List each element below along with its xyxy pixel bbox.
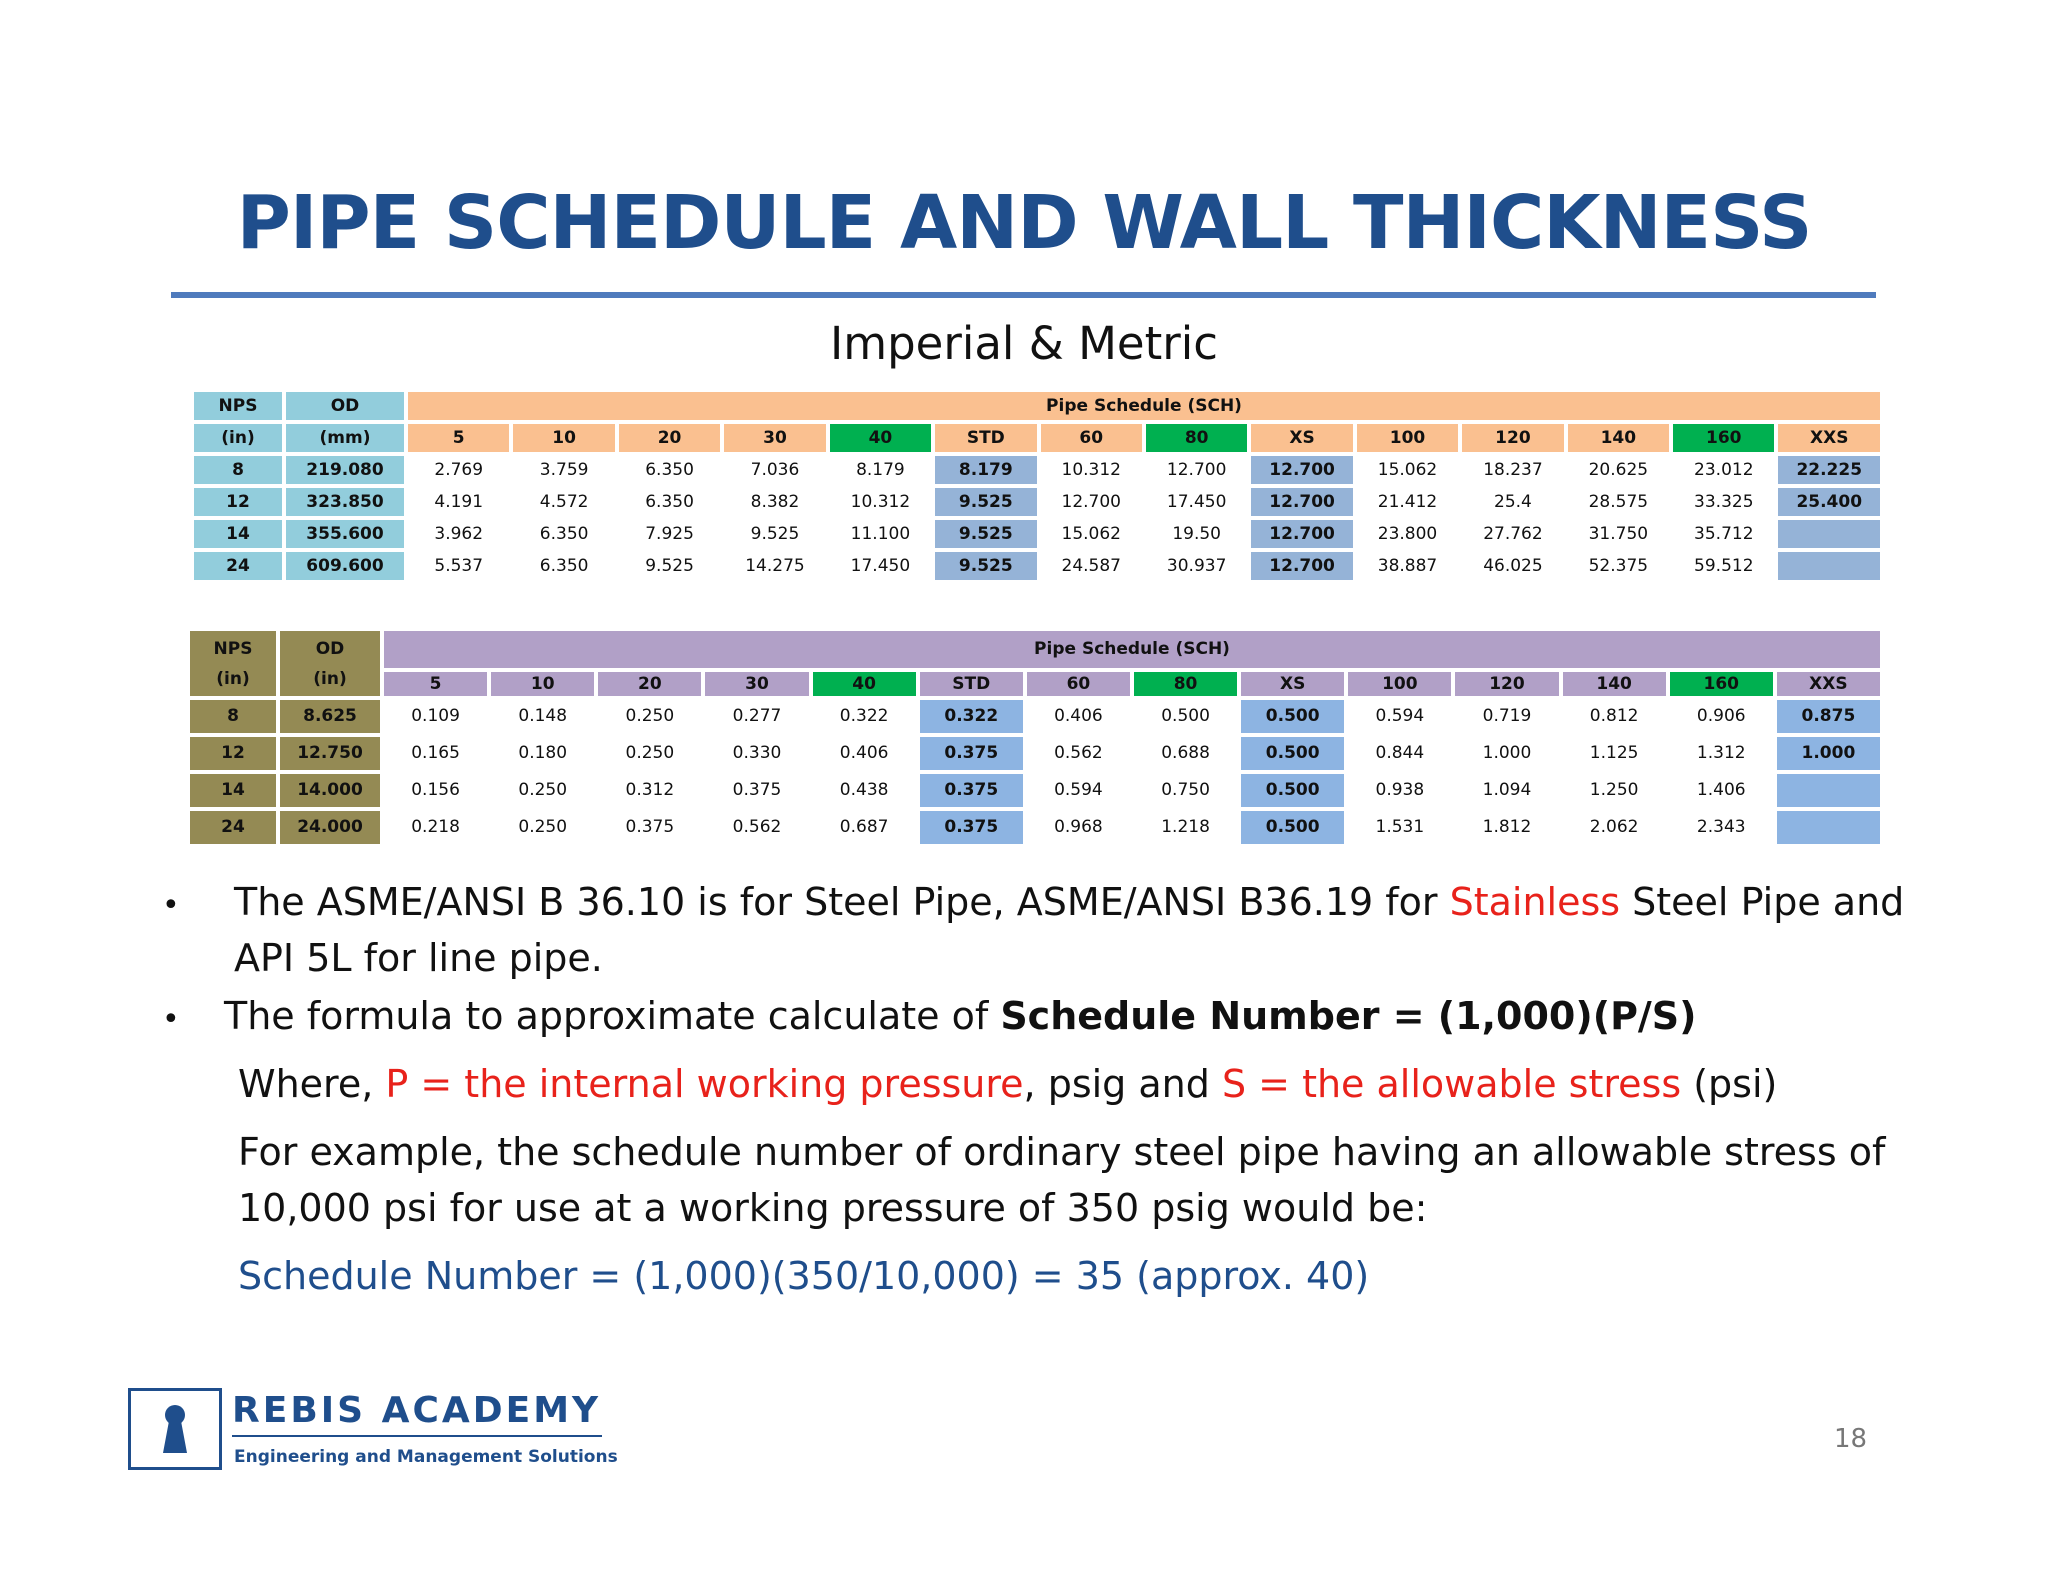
thickness-cell: 0.500 [1161,706,1210,726]
thickness-cell: 17.450 [850,556,911,576]
thickness-cell: 0.406 [839,743,889,763]
standards-line2: API 5L for line pipe. [234,936,603,980]
s-definition: S = the allowable stress [1221,1062,1682,1106]
table-row [194,552,1880,580]
nps-cell: 8 [190,700,276,733]
thickness-cell: 52.375 [1588,556,1649,576]
schedule-header: 10 [491,672,594,696]
logo-name: REBIS ACADEMY [232,1390,602,1431]
thickness-cell: 0.375 [732,780,782,800]
schedule-header: 120 [1462,424,1563,452]
schedule-header: 80 [1134,672,1237,696]
thickness-cell: 21.412 [1377,492,1438,512]
nps-cell: 8 [194,456,282,484]
thickness-cell: 3.759 [539,460,589,480]
thickness-cell: 1.312 [1696,743,1746,763]
thickness-cell: 8.382 [750,492,800,512]
thickness-cell: 0.322 [920,700,1023,733]
bullet-standards [234,880,1904,924]
nps-cell: 12 [190,737,276,770]
thickness-cell: 0.594 [1375,706,1425,726]
thickness-cell: 0.375 [920,774,1023,807]
example-result: Schedule Number = (1,000)(350/10,000) = 35 (approx. 40) [238,1254,1370,1298]
thickness-cell: 1.406 [1696,780,1746,800]
formula-bold: Schedule Number = (1,000)(P/S) [1000,994,1697,1038]
table-row [194,456,1880,484]
schedule-group-header: Pipe Schedule (SCH) [408,392,1880,420]
thickness-cell: 6.350 [539,524,589,544]
schedule-header: 40 [830,424,931,452]
nps-cell: 24 [190,811,276,844]
od-unit-header: (in) [313,668,347,689]
page-number: 18 [1834,1424,1868,1454]
thickness-cell: 12.700 [1251,552,1352,580]
od-cell: 323.850 [286,488,404,516]
bullet-formula [224,994,1697,1038]
schedule-header: XXS [1778,424,1880,452]
thickness-cell: 19.50 [1172,524,1221,544]
thickness-cell: 0.688 [1161,743,1210,763]
thickness-cell: 3.962 [434,524,484,544]
thickness-cell: 59.512 [1694,556,1754,576]
od-header-label: OD [315,638,345,659]
keyhole-icon [131,1391,219,1467]
thickness-cell: 1.812 [1482,817,1532,837]
thickness-cell [1778,552,1880,580]
schedule-header: 140 [1563,672,1666,696]
thickness-cell: 4.572 [539,492,589,512]
thickness-cell: 1.094 [1482,780,1532,800]
thickness-cell: 1.000 [1777,737,1880,770]
thickness-cell: 0.322 [839,706,889,726]
od-cell: 14.000 [280,774,380,807]
logo [128,1388,222,1470]
od-unit-header: (mm) [286,424,404,452]
thickness-cell: 6.350 [645,492,694,512]
od-cell: 355.600 [286,520,404,548]
thickness-cell: 5.537 [434,556,484,576]
table-row [194,520,1880,548]
schedule-header: STD [935,424,1036,452]
thickness-cell: 2.062 [1589,817,1639,837]
thickness-cell: 0.218 [411,817,460,837]
thickness-cell: 0.562 [732,817,782,837]
schedule-header: STD [920,672,1023,696]
bullet-dot: • [162,1002,180,1037]
table-row [190,700,1880,733]
schedule-header: 160 [1673,424,1774,452]
schedule-header: 5 [384,672,487,696]
thickness-cell: 38.887 [1377,556,1438,576]
thickness-cell: 1.250 [1589,780,1639,800]
where-line [238,1062,1777,1106]
thickness-cell: 0.906 [1696,706,1746,726]
od-cell: 609.600 [286,552,404,580]
thickness-cell: 0.562 [1054,743,1103,763]
thickness-cell: 0.250 [625,706,675,726]
standards-text-end: Steel Pipe and [1620,880,1905,924]
thickness-cell: 12.700 [1251,456,1352,484]
thickness-cell: 0.875 [1777,700,1880,733]
thickness-cell: 0.375 [625,817,675,837]
thickness-cell: 0.250 [518,817,568,837]
thickness-cell: 1.218 [1161,817,1210,837]
thickness-cell: 0.968 [1054,817,1103,837]
schedule-header: 40 [813,672,916,696]
thickness-cell: 9.525 [645,556,694,576]
nps-unit-header: (in) [194,424,282,452]
schedule-header: 80 [1146,424,1247,452]
schedule-header: 5 [408,424,509,452]
thickness-cell: 0.500 [1241,774,1344,807]
thickness-cell: 9.525 [750,524,800,544]
thickness-cell: 2.343 [1696,817,1746,837]
thickness-cell: 12.700 [1251,520,1352,548]
schedule-header: 120 [1455,672,1558,696]
nps-cell: 24 [194,552,282,580]
thickness-cell: 22.225 [1778,456,1880,484]
thickness-cell: 25.400 [1778,488,1880,516]
thickness-cell: 0.406 [1054,706,1103,726]
thickness-cell: 0.500 [1241,737,1344,770]
metric-table-body [194,456,1880,580]
schedule-header: 30 [724,424,825,452]
thickness-cell: 7.036 [750,460,800,480]
nps-header [190,631,276,696]
thickness-cell: 0.750 [1161,780,1210,800]
thickness-cell: 0.375 [920,811,1023,844]
thickness-cell: 6.350 [539,556,589,576]
imperial-table-body [190,700,1880,844]
nps-cell: 14 [194,520,282,548]
thickness-cell: 8.179 [856,460,905,480]
thickness-cell: 35.712 [1694,524,1754,544]
thickness-cell: 0.148 [518,706,568,726]
thickness-cell: 27.762 [1483,524,1543,544]
thickness-cell: 4.191 [434,492,484,512]
od-cell: 219.080 [286,456,404,484]
thickness-cell: 30.937 [1166,556,1227,576]
thickness-cell: 46.025 [1483,556,1543,576]
thickness-cell: 0.250 [518,780,568,800]
schedule-header: 60 [1041,424,1142,452]
thickness-cell: 23.800 [1377,524,1438,544]
thickness-cell: 0.277 [732,706,782,726]
nps-unit-header: (in) [216,668,250,689]
thickness-cell [1777,774,1880,807]
thickness-cell: 14.275 [745,556,805,576]
thickness-cell: 0.180 [518,743,568,763]
thickness-cell: 1.531 [1375,817,1425,837]
schedule-header: 20 [598,672,701,696]
formula-text: The formula to approximate calculate of [224,994,1001,1038]
thickness-cell: 0.438 [839,780,889,800]
thickness-cell: 0.719 [1482,706,1532,726]
schedule-header: 100 [1357,424,1458,452]
thickness-cell: 7.925 [645,524,694,544]
metric-schedule-table [190,388,1884,584]
thickness-cell: 11.100 [850,524,911,544]
thickness-cell: 0.375 [920,737,1023,770]
thickness-cell: 0.312 [625,780,675,800]
thickness-cell: 9.525 [935,552,1036,580]
schedule-group-header: Pipe Schedule (SCH) [384,631,1880,668]
schedule-header: 20 [619,424,720,452]
p-definition: P = the internal working pressure [385,1062,1024,1106]
example-line2: 10,000 psi for use at a working pressure of 350 psig would be: [238,1186,1428,1230]
thickness-cell: 18.237 [1483,460,1543,480]
thickness-cell: 0.109 [411,706,460,726]
where-mid: , psig and [1023,1062,1222,1106]
table-row [190,737,1880,770]
thickness-cell: 0.844 [1375,743,1425,763]
example-line1: For example, the schedule number of ordinary steel pipe having an allowable stress of [238,1130,1886,1174]
od-header [280,631,380,696]
thickness-cell: 0.500 [1241,700,1344,733]
thickness-cell: 1.125 [1589,743,1639,763]
thickness-cell: 0.687 [839,817,889,837]
where-suffix: (psi) [1681,1062,1778,1106]
page-subtitle: Imperial & Metric [829,317,1219,370]
thickness-cell: 9.525 [935,520,1036,548]
od-cell: 12.750 [280,737,380,770]
thickness-cell: 8.179 [935,456,1036,484]
table-row [190,811,1880,844]
thickness-cell: 12.700 [1251,488,1352,516]
bullet-dot: • [162,888,180,923]
thickness-cell: 10.312 [850,492,911,512]
thickness-cell: 12.700 [1166,460,1227,480]
standards-text: The ASME/ANSI B 36.10 is for Steel Pipe, ASME/ANSI B36.19 for [234,880,1450,924]
thickness-cell: 15.062 [1061,524,1121,544]
nps-header-label: NPS [213,638,253,659]
thickness-cell: 0.500 [1241,811,1344,844]
thickness-cell: 2.769 [434,460,484,480]
schedule-header: 60 [1027,672,1130,696]
imperial-schedule-table [186,627,1884,848]
thickness-cell: 15.062 [1377,460,1438,480]
page-title: PIPE SCHEDULE AND WALL THICKNESS [236,180,1812,266]
thickness-cell: 6.350 [645,460,694,480]
thickness-cell: 12.700 [1061,492,1121,512]
thickness-cell: 28.575 [1588,492,1649,512]
thickness-cell: 0.812 [1589,706,1639,726]
schedule-header: 30 [705,672,808,696]
table-row [194,488,1880,516]
od-header: OD [286,392,404,420]
title-underline [171,292,1876,298]
schedule-header: XS [1251,424,1352,452]
od-cell: 8.625 [280,700,380,733]
od-cell: 24.000 [280,811,380,844]
thickness-cell [1778,520,1880,548]
thickness-cell: 0.938 [1375,780,1425,800]
thickness-cell: 0.165 [411,743,460,763]
nps-cell: 14 [190,774,276,807]
thickness-cell [1777,811,1880,844]
thickness-cell: 31.750 [1588,524,1649,544]
schedule-header: 160 [1670,672,1773,696]
thickness-cell: 33.325 [1694,492,1754,512]
thickness-cell: 0.594 [1054,780,1103,800]
thickness-cell: 10.312 [1061,460,1121,480]
nps-cell: 12 [194,488,282,516]
thickness-cell: 0.330 [732,743,782,763]
schedule-header: 140 [1568,424,1669,452]
thickness-cell: 17.450 [1166,492,1227,512]
table-row [190,774,1880,807]
thickness-cell: 0.156 [411,780,460,800]
logo-divider [232,1435,602,1437]
schedule-header: 10 [513,424,614,452]
schedule-header: XS [1241,672,1344,696]
stainless-highlight: Stainless [1449,880,1621,924]
where-prefix: Where, [238,1062,386,1106]
thickness-cell: 0.250 [625,743,675,763]
thickness-cell: 9.525 [935,488,1036,516]
logo-tagline: Engineering and Management Solutions [234,1447,618,1467]
thickness-cell: 20.625 [1588,460,1649,480]
thickness-cell: 1.000 [1482,743,1532,763]
schedule-header: 100 [1348,672,1451,696]
nps-header: NPS [194,392,282,420]
schedule-header: XXS [1777,672,1880,696]
thickness-cell: 24.587 [1061,556,1121,576]
thickness-cell: 25.4 [1494,492,1532,512]
thickness-cell: 23.012 [1694,460,1754,480]
